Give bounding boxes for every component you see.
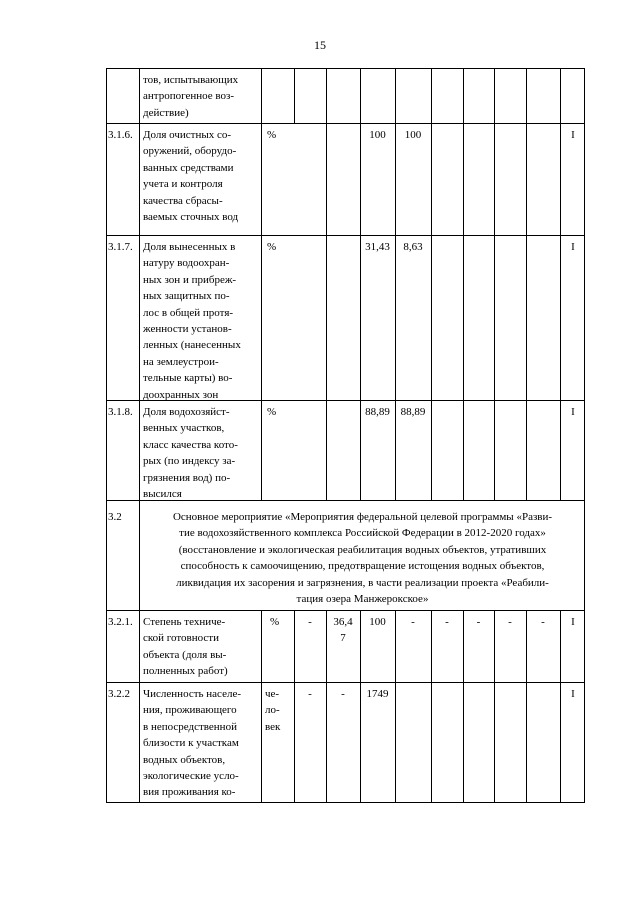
value-dash: - [541, 616, 545, 628]
status: I [571, 688, 575, 700]
status: I [571, 616, 575, 628]
section-row [106, 501, 585, 611]
status: I [571, 406, 575, 418]
indicator-name: Доля очистных со- оружений, оборудо- ванных средствами учета и контроля качества сбрасы- ваемых сточных вод [143, 129, 239, 224]
indicators-table [106, 68, 585, 803]
row-number: 3.1.7. [108, 241, 133, 253]
page-number: 15 [314, 38, 326, 52]
row-number: 3.2.2 [108, 688, 130, 700]
value-2012: 31,43 [365, 241, 390, 253]
value-b: 36,4 7 [333, 616, 353, 645]
value-dash: - [445, 616, 449, 628]
row-number: 3.1.8. [108, 406, 133, 418]
table-row [106, 124, 585, 236]
status: I [571, 241, 575, 253]
value-c: 1749 [366, 688, 389, 700]
unit: % [267, 129, 277, 141]
row-number: 3.1.6. [108, 129, 133, 141]
value-2013: 8,63 [403, 241, 423, 253]
value-2013: 100 [404, 129, 422, 141]
section-title: Основное мероприятие «Мероприятия федеральной целевой программы «Разви- тие водохозяйственного комплекса Российской Федерации в 2012-2020 годах» (восстановление и экологическая реабилитация водных объектов, утративших способность к самоочищению, предотвращение истощения водных объектов, ликвидация их засорения и загрязнения, в части реализации проекта «Реабили- тация озера Манжерокское» [172, 511, 553, 606]
value-2012: 100 [369, 129, 386, 141]
table-row [106, 68, 585, 124]
unit: че- ло- век [265, 688, 281, 733]
table-row [106, 611, 585, 683]
indicator-name: Доля вынесенных в натуру водоохран- ных зон и прибреж- ных защитных по- лос в общей протя- женности установ- ленных (нанесенных на землеустрои- тельные карты) во- доохранных зон [143, 241, 241, 401]
value-c: 100 [369, 616, 386, 628]
row-number: 3.2.1. [108, 616, 133, 628]
value-2012: 88,89 [365, 406, 390, 418]
value-dash: - [476, 616, 481, 628]
value-2013: 88,89 [400, 406, 426, 418]
table-row [106, 236, 585, 401]
table-row [106, 683, 585, 803]
table-row [106, 401, 585, 501]
value-a: - [308, 688, 312, 700]
indicator-name: тов, испытывающих антропогенное воз- действие) [143, 74, 239, 119]
value-b: - [341, 688, 345, 700]
unit: % [270, 616, 280, 628]
value-dash: - [508, 616, 512, 628]
status: I [571, 129, 575, 141]
indicator-name: Доля водохозяйст- венных участков, класс качества кото- рых (по индексу за- грязнения вод) по- высился [143, 406, 238, 501]
indicator-name: Численность населе- ния, проживающего в непосредственной близости к участкам водных объектов, экологические усло- вия проживания ко- [143, 688, 241, 799]
unit: % [267, 241, 277, 253]
value-a: - [308, 616, 312, 628]
value-dash: - [411, 616, 415, 628]
indicator-name: Степень техниче- ской готовности объекта (доля вы- полненных работ) [143, 616, 228, 678]
unit: % [267, 406, 277, 418]
row-number: 3.2 [108, 511, 122, 523]
